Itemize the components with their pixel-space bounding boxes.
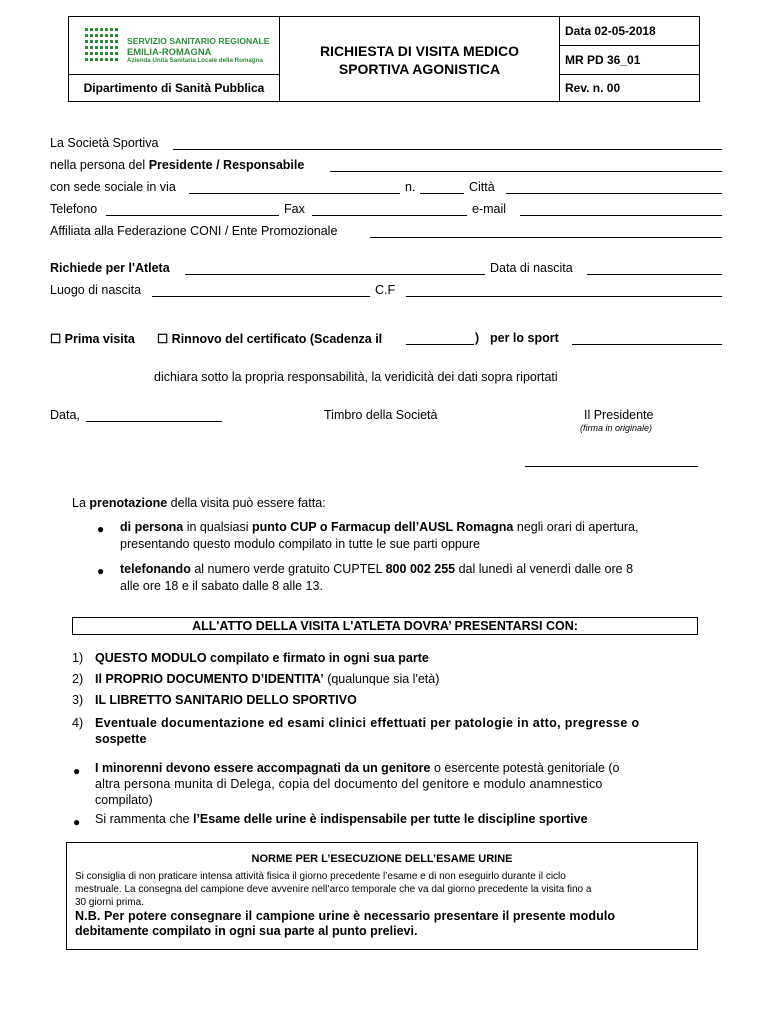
label-data: Data, (50, 408, 80, 422)
title-line1: RICHIESTA DI VISITA MEDICO (319, 42, 520, 59)
requirement-modulo: QUESTO MODULO compilato e firmato in ogni sua parte (95, 651, 429, 665)
logo-text-line3: Azienda Unità Sanitaria Locale della Romagna (127, 57, 263, 64)
field-email[interactable] (520, 215, 722, 216)
label-data-nascita: Data di nascita (490, 261, 573, 275)
field-scadenza[interactable] (406, 344, 474, 345)
label-per-sport: per lo sport (490, 331, 559, 345)
label-rinnovo-close: ) (475, 331, 480, 345)
label-telefono: Telefono (50, 202, 98, 216)
label-citta: Città (469, 180, 495, 194)
field-persona[interactable] (330, 171, 722, 172)
field-via[interactable] (189, 193, 400, 194)
row-contatti (50, 202, 722, 218)
field-societa[interactable] (173, 149, 722, 150)
row-affiliata (50, 224, 722, 240)
norme-esame-urine-box (66, 842, 698, 950)
field-sport[interactable] (572, 344, 722, 345)
dichiarazione: dichiara sotto la propria responsabilità, la veridicità dei dati sopra riportati (154, 370, 558, 384)
atto-visita-heading: ALL'ATTO DELLA VISITA L'ATLETA DOVRA’ PRESENTARSI CON: (72, 617, 698, 635)
field-atleta[interactable] (185, 274, 485, 275)
label-fax: Fax (284, 202, 305, 216)
field-telefono[interactable] (106, 215, 279, 216)
label-numero: n. (405, 180, 416, 194)
label-email: e-mail (472, 202, 507, 216)
field-firma-presidente[interactable] (525, 466, 698, 467)
requirement-libretto: IL LIBRETTO SANITARIO DELLO SPORTIVO (95, 693, 357, 707)
checkbox-prima-visita[interactable]: ☐ Prima visita (50, 332, 135, 346)
requirement-number: 3) (72, 693, 84, 707)
requirement-documentazione: Eventuale documentazione ed esami clinici effettuati per patologie in atto, pregresse o sospette (95, 716, 640, 746)
field-citta[interactable] (506, 193, 722, 194)
row-firma (50, 408, 722, 424)
row-persona (50, 158, 722, 174)
requirement-documento: Il PROPRIO DOCUMENTO D’IDENTITA’ (qualunque sia l'età) (95, 672, 440, 686)
bullet-icon: ● (73, 815, 81, 829)
row-sede (50, 180, 722, 196)
checkbox-rinnovo[interactable]: ☐ Rinnovo del certificato (Scadenza il (157, 332, 383, 346)
document-revision: Rev. n. 00 (565, 81, 621, 95)
label-luogo-nascita: Luogo di nascita (50, 283, 142, 297)
label-presidente: Il Presidente (584, 408, 654, 422)
norme-nb: N.B. Per potere consegnare il campione urine è necessario presentare il presente modulo debitamente compilato in ogni sua parte al punto prelievi. (75, 909, 616, 938)
field-numero[interactable] (420, 193, 464, 194)
logo-text-line1: SERVIZIO SANITARIO REGIONALE (127, 36, 270, 46)
bullet-icon: ● (73, 764, 81, 778)
row-luogo (50, 283, 722, 299)
row-visita (50, 331, 722, 347)
logo-cell (69, 17, 280, 75)
row-societa (50, 136, 722, 152)
label-firma-originale: (firma in originale) (580, 423, 653, 433)
document-date: Data 02-05-2018 (560, 17, 700, 46)
regional-health-logo-icon (83, 26, 123, 66)
note-esame-urine: Si rammenta che l’Esame delle urine è indispensabile per tutte le discipline sportive (95, 812, 588, 826)
prenotazione-persona: di persona in qualsiasi punto CUP o Farmacup dell’AUSL Romagna negli orari di apertura, presentando questo modulo compilato in tutte le sue parti oppure (120, 520, 639, 551)
norme-text: Si consiglia di non praticare intensa attività fisica il giorno precedente l’esame e di non eseguirlo durante il ciclo mestruale. La consegna del campione deve avvenire nell’arco temporale che va dal giorno precedente la visita fino a 30 giorni prima. (75, 871, 592, 908)
label-cf: C.F (375, 283, 396, 297)
field-data[interactable] (86, 421, 222, 422)
norme-title: NORME PER L’ESECUZIONE DELL’ESAME URINE (251, 853, 513, 865)
document-code: MR PD 36_01 (560, 46, 700, 75)
title-line2: SPORTIVA AGONISTICA (338, 60, 501, 77)
label-persona: nella persona del Presidente / Responsabile (50, 158, 305, 172)
bullet-icon: ● (97, 564, 105, 578)
label-timbro: Timbro della Società (324, 408, 438, 422)
logo-text-line2: EMILIA-ROMAGNA (127, 46, 212, 57)
prenotazione-intro: La prenotazione della visita può essere fatta: (72, 496, 326, 510)
requirement-number: 1) (72, 651, 84, 665)
prenotazione-telefono: telefonando al numero verde gratuito CUPTEL 800 002 255 dal lunedì al venerdì dalle ore 8 alle ore 18 e il sabato dalle 8 alle 13. (120, 562, 634, 593)
department-name: Dipartimento di Sanità Pubblica (69, 75, 280, 102)
label-affiliata: Affiliata alla Federazione CONI / Ente Promozionale (50, 224, 338, 238)
field-cf[interactable] (406, 296, 722, 297)
label-societa: La Società Sportiva (50, 136, 159, 150)
field-affiliata[interactable] (370, 237, 722, 238)
document-header (68, 16, 700, 102)
document-title (280, 17, 560, 102)
requirement-number: 4) (72, 716, 84, 730)
label-atleta: Richiede per l'Atleta (50, 261, 170, 275)
field-fax[interactable] (312, 215, 467, 216)
field-data-nascita[interactable] (587, 274, 722, 275)
bullet-icon: ● (97, 522, 105, 536)
requirement-number: 2) (72, 672, 84, 686)
field-luogo-nascita[interactable] (152, 296, 370, 297)
row-atleta (50, 261, 722, 277)
label-sede: con sede sociale in via (50, 180, 176, 194)
note-minorenni: I minorenni devono essere accompagnati da un genitore o esercente potestà genitoriale (o altra persona munita di Delega, copia del documento del genitore e modulo anamnestico compilato) (95, 761, 620, 807)
